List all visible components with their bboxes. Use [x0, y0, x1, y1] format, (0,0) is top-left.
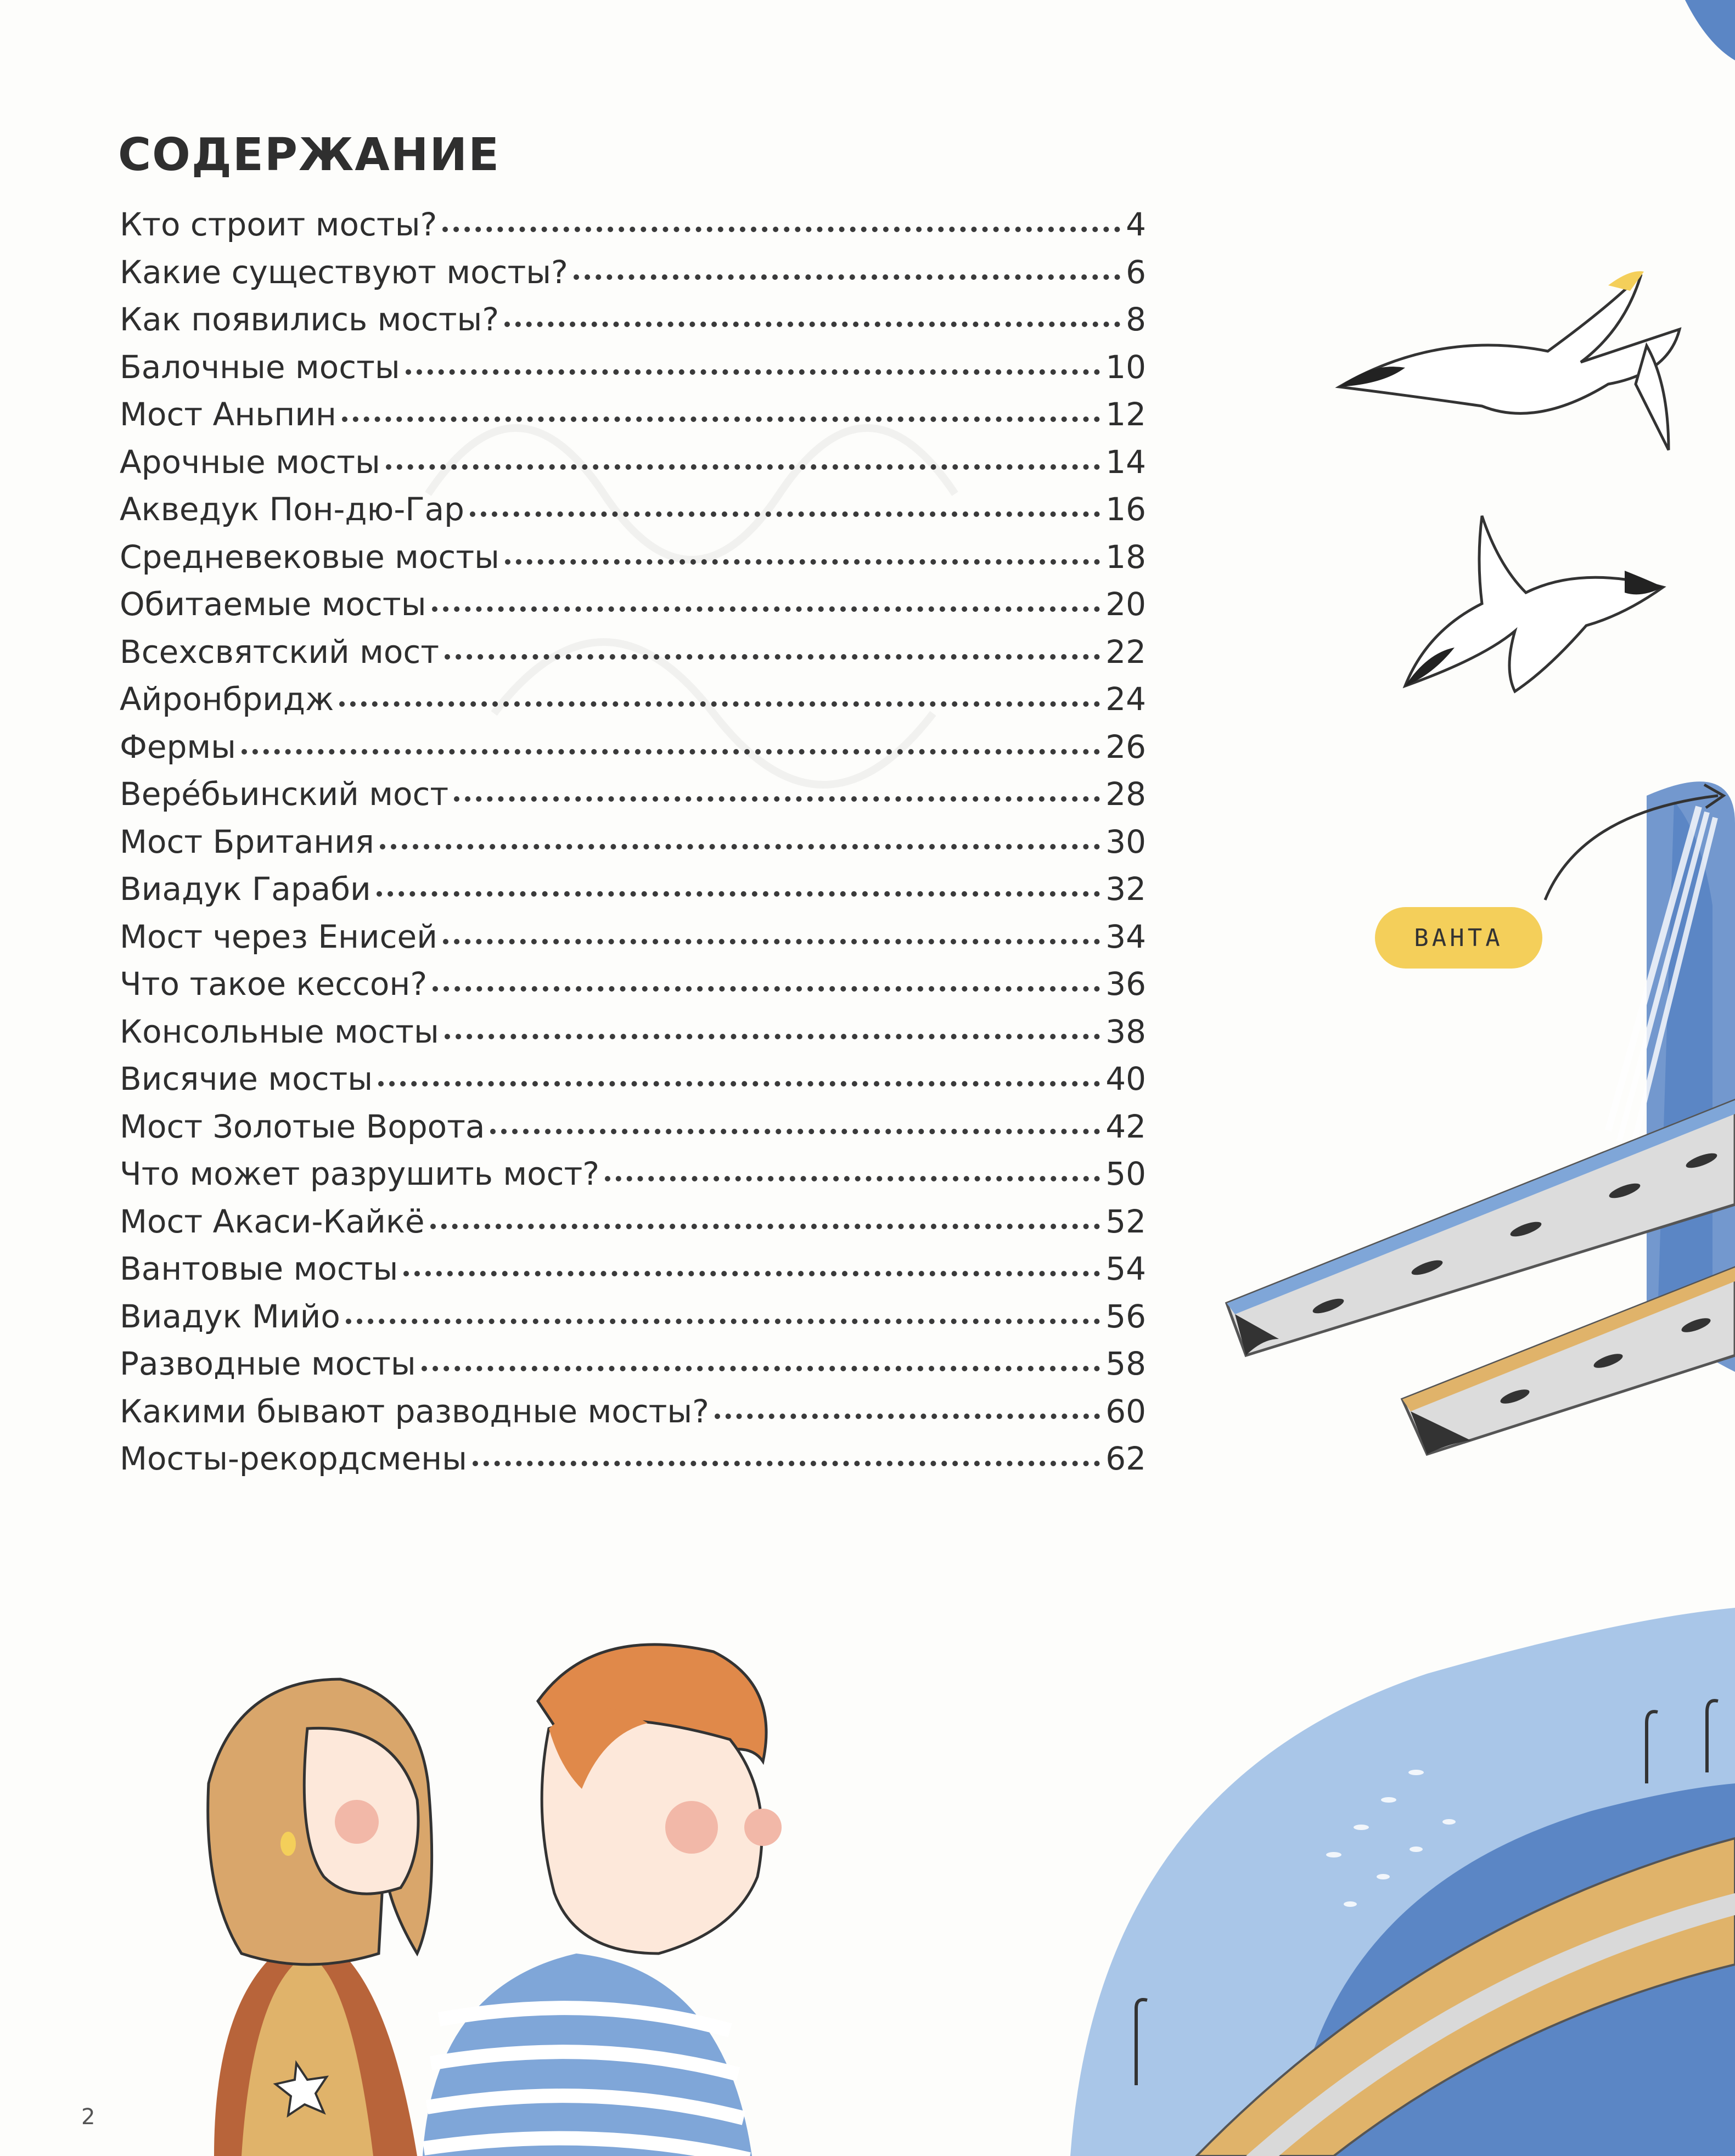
toc-entry-label: Висячие мосты	[120, 1060, 373, 1097]
toc-entry[interactable]	[120, 254, 1146, 301]
toc-entry-page: 22	[1105, 633, 1146, 671]
toc-dot-leader	[422, 1365, 1100, 1371]
toc-dot-leader	[378, 1080, 1100, 1087]
toc-entry-page: 8	[1126, 301, 1146, 338]
toc-entry-page: 14	[1105, 443, 1146, 481]
toc-entry[interactable]	[120, 1155, 1146, 1203]
toc-entry-page: 10	[1105, 348, 1146, 386]
toc-dot-leader	[443, 938, 1100, 944]
toc-entry[interactable]	[120, 491, 1146, 538]
toc-entry[interactable]	[120, 1108, 1146, 1156]
toc-entry-label: Обитаемые мосты	[120, 586, 426, 623]
toc-entry-label: Что такое кессон?	[120, 965, 428, 1003]
toc-dot-leader	[445, 654, 1100, 660]
toc-entry[interactable]	[120, 1203, 1146, 1251]
toc-entry-label: Какие существуют мосты?	[120, 253, 568, 291]
toc-entry-label: Кто строит мосты?	[120, 206, 437, 243]
toc-entry-label: Какими бывают разводные мосты?	[120, 1392, 709, 1430]
toc-dot-leader	[339, 701, 1100, 707]
toc-entry-page: 50	[1105, 1155, 1146, 1192]
page-number: 2	[81, 2104, 96, 2130]
toc-entry-page: 62	[1105, 1440, 1146, 1477]
toc-entry[interactable]	[120, 206, 1146, 254]
toc-entry[interactable]	[120, 633, 1146, 681]
toc-entry-label: Мост через Енисей	[120, 917, 437, 955]
toc-dot-leader	[403, 1270, 1100, 1276]
toc-list	[120, 206, 1146, 1488]
toc-entry[interactable]	[120, 396, 1146, 443]
toc-entry[interactable]	[120, 586, 1146, 633]
toc-entry-page: 54	[1105, 1250, 1146, 1287]
toc-dot-leader	[386, 464, 1100, 470]
toc-entry-label: Разводные мосты	[120, 1345, 416, 1382]
toc-entry-page: 40	[1105, 1060, 1146, 1097]
toc-entry[interactable]	[120, 1345, 1146, 1393]
toc-dot-leader	[454, 796, 1100, 802]
toc-entry-page: 52	[1105, 1202, 1146, 1240]
toc-entry-page: 16	[1105, 491, 1146, 528]
toc-entry-label: Акведук Пон-дю-Гар	[120, 491, 465, 528]
seagull-lower	[1405, 516, 1663, 691]
toc-dot-leader	[504, 321, 1120, 327]
toc-entry[interactable]	[120, 1060, 1146, 1108]
toc-entry[interactable]	[120, 1393, 1146, 1440]
toc-entry[interactable]	[120, 918, 1146, 966]
toc-entry[interactable]	[120, 1440, 1146, 1488]
toc-entry-page: 12	[1105, 396, 1146, 433]
toc-entry-page: 18	[1105, 538, 1146, 576]
vanta-callout-label	[1375, 907, 1542, 969]
toc-entry[interactable]	[120, 443, 1146, 491]
toc-dot-leader	[470, 511, 1100, 517]
toc-dot-leader	[377, 891, 1100, 897]
toc-dot-leader	[433, 986, 1100, 992]
toc-entry-label: Виадук Мийо	[120, 1297, 340, 1335]
road-deck-lower	[1402, 1268, 1735, 1454]
toc-dot-leader	[242, 748, 1100, 755]
toc-dot-leader	[505, 559, 1100, 565]
toc-dot-leader	[445, 1033, 1100, 1039]
toc-dot-leader	[346, 1318, 1100, 1324]
toc-dot-leader	[442, 226, 1120, 232]
toc-entry[interactable]	[120, 301, 1146, 348]
toc-entry-page: 42	[1105, 1107, 1146, 1145]
toc-entry-label: Мост Золотые Ворота	[120, 1107, 485, 1145]
toc-entry-label: Мост Британия	[120, 823, 374, 860]
toc-entry[interactable]	[120, 1298, 1146, 1346]
toc-entry-label: Фермы	[120, 728, 236, 765]
toc-entry[interactable]	[120, 965, 1146, 1013]
toc-dot-leader	[432, 606, 1100, 612]
toc-entry-page: 60	[1105, 1392, 1146, 1430]
sky-shape-top	[1685, 0, 1735, 60]
toc-entry[interactable]	[120, 728, 1146, 776]
toc-entry-page: 4	[1126, 206, 1146, 243]
toc-entry-label: Балочные мосты	[120, 348, 400, 386]
toc-entry-page: 38	[1105, 1012, 1146, 1050]
toc-entry-label: Консольные мосты	[120, 1012, 439, 1050]
toc-dot-leader	[342, 416, 1100, 422]
vanta-callout-text: ВАНТА	[1414, 924, 1503, 952]
toc-dot-leader	[430, 1223, 1100, 1229]
toc-entry-label: Арочные мосты	[120, 443, 380, 481]
toc-entry-page: 28	[1105, 775, 1146, 813]
toc-entry-page: 34	[1105, 917, 1146, 955]
toc-entry-label: Мост Акаси-Кайкё	[120, 1202, 425, 1240]
toc-entry[interactable]	[120, 538, 1146, 586]
toc-entry[interactable]	[120, 870, 1146, 918]
toc-entry-label: Виадук Гараби	[120, 870, 371, 908]
toc-entry-label: Мосты-рекордсмены	[120, 1440, 467, 1477]
toc-entry-label: Что может разрушить мост?	[120, 1155, 600, 1192]
toc-entry[interactable]	[120, 1250, 1146, 1298]
toc-entry-page: 26	[1105, 728, 1146, 765]
toc-entry-label: Как появились мосты?	[120, 301, 499, 338]
toc-dot-leader	[715, 1413, 1100, 1419]
toc-entry[interactable]	[120, 348, 1146, 396]
seagull-upper	[1339, 271, 1680, 450]
toc-dot-leader	[605, 1175, 1100, 1181]
child-girl	[208, 1679, 432, 2156]
toc-dot-leader	[490, 1128, 1100, 1134]
toc-dot-leader	[574, 274, 1120, 280]
toc-entry-page: 36	[1105, 965, 1146, 1003]
toc-entry-page: 58	[1105, 1345, 1146, 1382]
toc-title: СОДЕРЖАНИЕ	[118, 128, 501, 181]
toc-entry-label: Всехсвятский мост	[120, 633, 440, 671]
toc-entry-page: 24	[1105, 680, 1146, 718]
toc-dot-leader	[473, 1460, 1100, 1466]
toc-entry[interactable]	[120, 823, 1146, 871]
toc-entry-label: Средневековые мосты	[120, 538, 499, 576]
toc-entry-label: Мост Аньпин	[120, 396, 336, 433]
toc-entry-page: 6	[1126, 253, 1146, 291]
toc-entry-label: Айронбридж	[120, 680, 334, 718]
toc-entry-label: Вере́бьинский мост	[120, 775, 449, 813]
toc-dot-leader	[380, 843, 1100, 849]
toc-entry-label: Вантовые мосты	[120, 1250, 398, 1287]
toc-entry-page: 56	[1105, 1297, 1146, 1335]
toc-entry[interactable]	[120, 1013, 1146, 1061]
toc-entry-page: 30	[1105, 823, 1146, 860]
toc-entry-page: 32	[1105, 870, 1146, 908]
toc-entry-page: 20	[1105, 586, 1146, 623]
child-boy	[423, 1645, 782, 2156]
toc-dot-leader	[406, 369, 1100, 375]
toc-entry[interactable]	[120, 775, 1146, 823]
toc-entry[interactable]	[120, 680, 1146, 728]
